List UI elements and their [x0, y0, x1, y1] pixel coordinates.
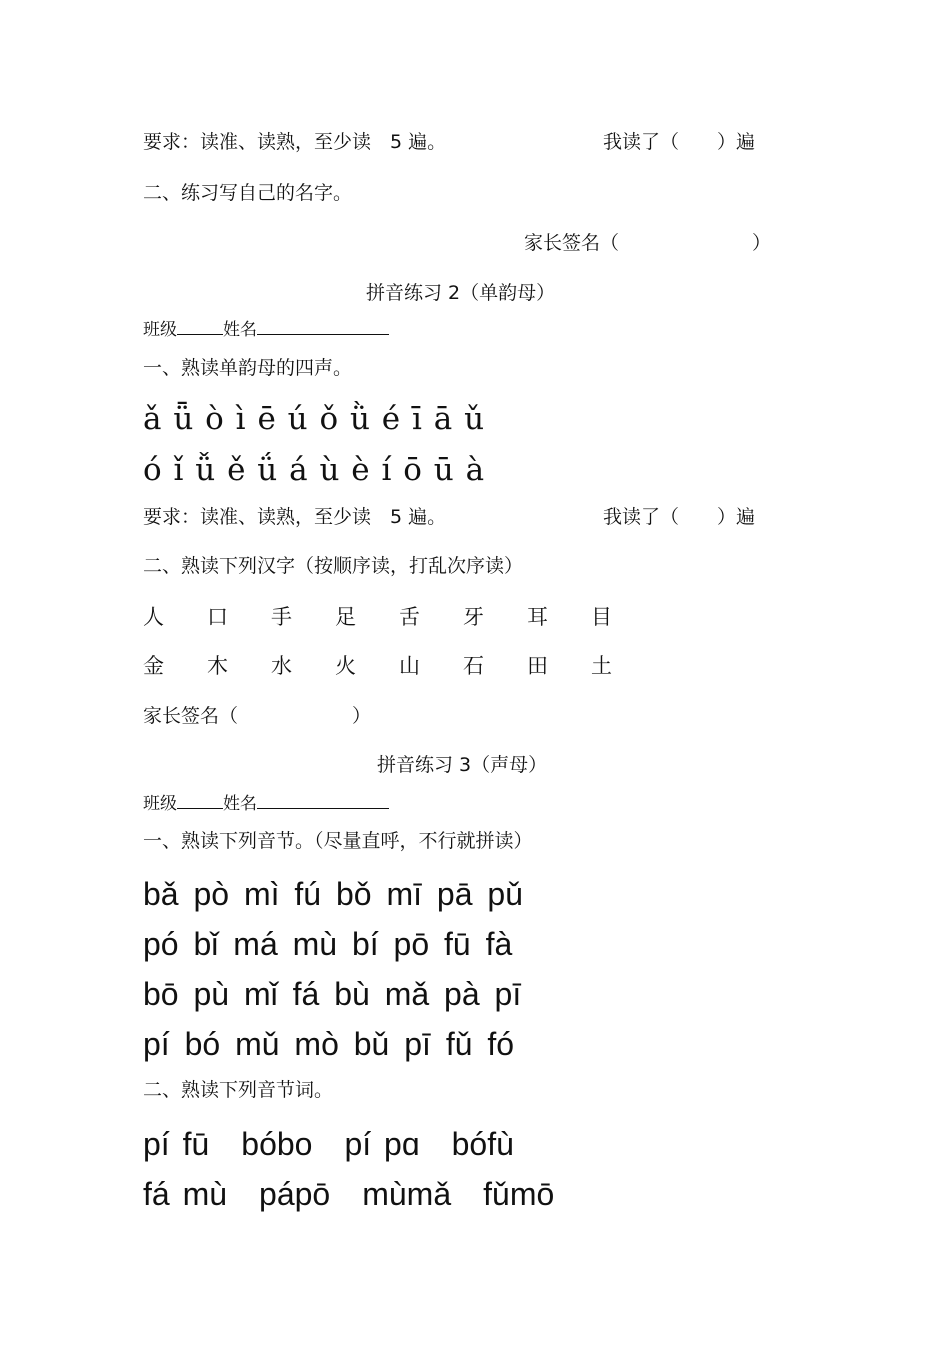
section-title: 拼音练习 3（声母） [377, 754, 548, 776]
class-name-line [143, 792, 389, 816]
pinyin-row: ǎ ǖ ò ì ē ú ǒ ǜ é ī ā ǔ [143, 401, 486, 437]
name-blank[interactable] [257, 318, 389, 335]
character: 金 [143, 654, 164, 678]
task-heading: 二、练习写自己的名字。 [143, 182, 353, 204]
character: 舌 [399, 605, 420, 629]
syllable-row: pó bǐ má mù bí pō fū fà [143, 926, 513, 962]
class-blank[interactable] [177, 318, 223, 335]
task-heading: 二、熟读下列汉字（按顺序读，打乱次序读） [143, 555, 524, 577]
name-label: 姓名 [223, 794, 257, 814]
requirement-text: 要求：读准、读熟，至少读 5 遍。 [143, 506, 447, 528]
class-name-line [143, 318, 389, 342]
syllable-row: bō pù mǐ fá bù mǎ pà pī [143, 976, 522, 1012]
character: 水 [271, 654, 292, 678]
class-label: 班级 [143, 794, 177, 814]
character: 火 [335, 654, 356, 678]
character-row [143, 652, 655, 680]
task-heading: 一、熟读单韵母的四声。 [143, 357, 353, 379]
syllable-row: pí bó mǔ mò bǔ pī fǔ fó [143, 1026, 515, 1062]
name-blank[interactable] [257, 792, 389, 809]
character: 石 [463, 654, 484, 678]
parent-signature: 家长签名（ ） [524, 232, 772, 254]
character: 人 [143, 605, 164, 629]
section-title: 拼音练习 2（单韵母） [366, 282, 556, 304]
character: 足 [335, 605, 356, 629]
class-blank[interactable] [177, 792, 223, 809]
character: 口 [207, 605, 228, 629]
character: 土 [591, 654, 612, 678]
requirement-text: 要求：读准、读熟，至少读 5 遍。 [143, 131, 447, 153]
read-count-text: 我读了（ ）遍 [603, 131, 756, 153]
name-label: 姓名 [223, 320, 257, 340]
read-count-text: 我读了（ ）遍 [603, 506, 756, 528]
character-row [143, 603, 655, 631]
word-row: pí fū bóbo pí pɑ bófù [143, 1126, 514, 1162]
parent-signature: 家长签名（ ） [143, 705, 372, 727]
character: 牙 [463, 605, 484, 629]
character: 目 [591, 605, 612, 629]
character: 手 [271, 605, 292, 629]
syllable-row: bǎ pò mì fú bǒ mī pā pǔ [143, 876, 523, 912]
character: 山 [399, 654, 420, 678]
task-heading: 一、熟读下列音节。（尽量直呼，不行就拼读） [143, 830, 533, 852]
character: 田 [527, 654, 548, 678]
word-row: fá mù pápō mùmǎ fǔmō [143, 1176, 555, 1212]
class-label: 班级 [143, 320, 177, 340]
task-heading: 二、熟读下列音节词。 [143, 1079, 334, 1101]
pinyin-row: ó ǐ ǚ ě ǘ á ù è í ō ū à [143, 452, 486, 488]
character: 耳 [527, 605, 548, 629]
character: 木 [207, 654, 228, 678]
